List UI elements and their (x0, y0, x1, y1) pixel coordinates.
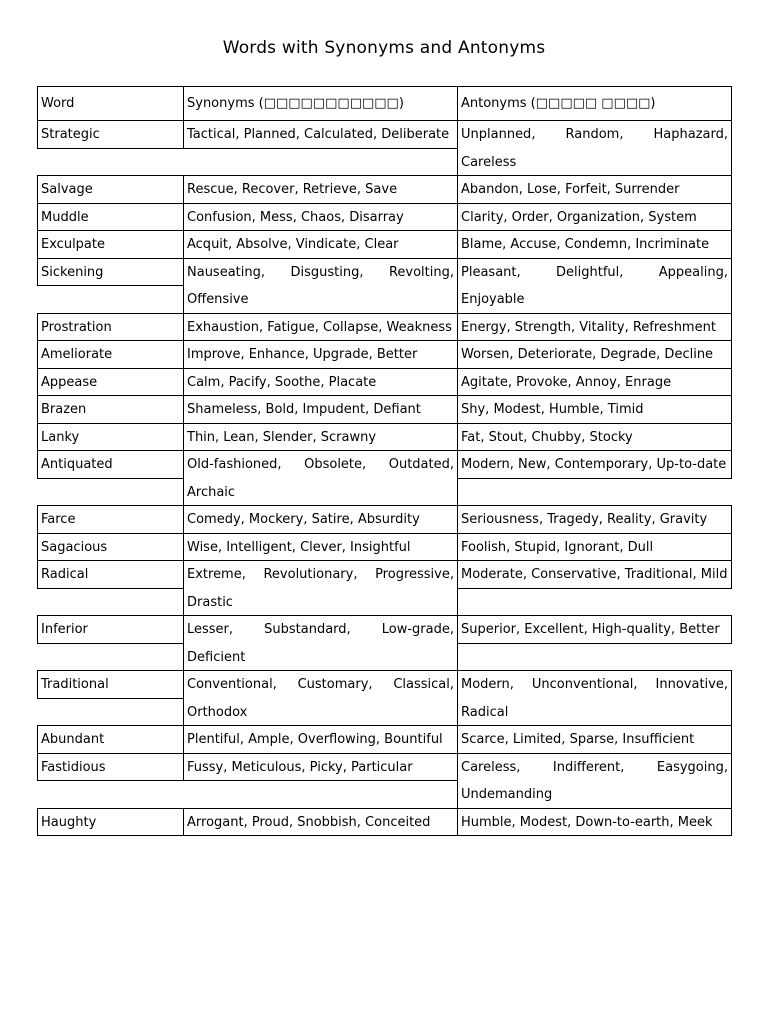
synonyms-cell-line-2: Deficient (187, 649, 246, 665)
synonyms-cell-line-2: Drastic (187, 594, 233, 610)
word-cell: Haughty (37, 808, 184, 837)
synonyms-cell-line-1: Lesser, Substandard, Low-grade, (187, 622, 454, 637)
synonyms-cell: Improve, Enhance, Upgrade, Better (183, 340, 458, 369)
synonyms-cell: Comedy, Mockery, Satire, Absurdity (183, 505, 458, 534)
antonyms-cell: Worsen, Deteriorate, Degrade, Decline (457, 340, 732, 369)
synonyms-cell: Acquit, Absolve, Vindicate, Clear (183, 230, 458, 259)
word-cell: Inferior (37, 615, 184, 644)
synonyms-cell (183, 670, 458, 726)
antonyms-cell: Seriousness, Tragedy, Reality, Gravity (457, 505, 732, 534)
synonyms-cell-line-2: Offensive (187, 292, 249, 307)
antonyms-cell: Superior, Excellent, High-quality, Better (457, 615, 732, 644)
header-antonyms-cell: Antonyms (□□□□□ □□□□) (457, 86, 732, 121)
antonyms-cell-line-2: Careless (461, 154, 517, 170)
antonyms-cell-line-2: Enjoyable (461, 292, 525, 307)
synonyms-cell: Shameless, Bold, Impudent, Defiant (183, 395, 458, 424)
word-cell: Lanky (37, 423, 184, 452)
synonyms-cell-line-2: Archaic (187, 484, 236, 500)
antonyms-cell-line-1: Pleasant, Delightful, Appealing, (461, 264, 728, 280)
synonyms-cell: Wise, Intelligent, Clever, Insightful (183, 533, 458, 562)
synonyms-cell: Arrogant, Proud, Snobbish, Conceited (183, 808, 458, 837)
synonyms-cell: Tactical, Planned, Calculated, Deliberate (183, 120, 458, 149)
word-cell: Exculpate (37, 230, 184, 259)
synonyms-cell-line-2: Orthodox (187, 704, 248, 720)
word-cell: Abundant (37, 725, 184, 754)
antonyms-cell-line-1: Modern, Unconventional, Innovative, (461, 677, 728, 692)
synonyms-cell (183, 258, 458, 314)
word-cell: Antiquated (37, 450, 184, 479)
antonyms-cell: Modern, New, Contemporary, Up-to-date (457, 450, 732, 479)
synonyms-cell: Calm, Pacify, Soothe, Placate (183, 368, 458, 397)
antonyms-cell: Abandon, Lose, Forfeit, Surrender (457, 175, 732, 204)
synonyms-cell (183, 615, 458, 671)
synonyms-cell-line-1: Extreme, Revolutionary, Progressive, (187, 567, 454, 582)
antonyms-cell (457, 258, 732, 314)
antonyms-cell: Humble, Modest, Down-to-earth, Meek (457, 808, 732, 837)
synonyms-cell-line-1: Nauseating, Disgusting, Revolting, (187, 264, 454, 280)
antonyms-cell: Scarce, Limited, Sparse, Insufficient (457, 725, 732, 754)
word-cell: Muddle (37, 203, 184, 232)
antonyms-cell: Moderate, Conservative, Traditional, Mild (457, 560, 732, 589)
antonyms-cell: Foolish, Stupid, Ignorant, Dull (457, 533, 732, 562)
antonyms-cell: Clarity, Order, Organization, System (457, 203, 732, 232)
header-synonyms-cell: Synonyms (□□□□□□□□□□□) (183, 86, 458, 121)
antonyms-cell-line-1: Careless, Indifferent, Easygoing, (461, 759, 728, 775)
synonyms-cell (183, 560, 458, 616)
header-word-cell: Word (37, 86, 184, 121)
synonyms-cell: Plentiful, Ample, Overflowing, Bountiful (183, 725, 458, 754)
word-cell: Farce (37, 505, 184, 534)
synonyms-cell: Exhaustion, Fatigue, Collapse, Weakness (183, 313, 458, 342)
word-cell: Sagacious (37, 533, 184, 562)
antonyms-cell (457, 753, 732, 809)
synonyms-cell: Fussy, Meticulous, Picky, Particular (183, 753, 458, 782)
antonyms-cell (457, 670, 732, 726)
antonyms-cell: Blame, Accuse, Condemn, Incriminate (457, 230, 732, 259)
word-cell: Brazen (37, 395, 184, 424)
word-cell: Traditional (37, 670, 184, 699)
antonyms-cell-line-2: Undemanding (461, 787, 553, 802)
synonyms-cell: Confusion, Mess, Chaos, Disarray (183, 203, 458, 232)
synonyms-cell: Thin, Lean, Slender, Scrawny (183, 423, 458, 452)
word-cell: Appease (37, 368, 184, 397)
antonyms-cell-line-1: Unplanned, Random, Haphazard, (461, 127, 728, 142)
word-cell: Radical (37, 560, 184, 589)
antonyms-cell-line-2: Radical (461, 704, 509, 720)
word-cell: Fastidious (37, 753, 184, 782)
synonyms-cell-line-1: Old-fashioned, Obsolete, Outdated, (187, 457, 454, 472)
word-cell: Sickening (37, 258, 184, 287)
page-title: Words with Synonyms and Antonyms (222, 38, 546, 58)
synonyms-cell-line-1: Conventional, Customary, Classical, (187, 677, 454, 692)
word-cell: Strategic (37, 120, 184, 149)
word-cell: Salvage (37, 175, 184, 204)
antonyms-cell: Fat, Stout, Chubby, Stocky (457, 423, 732, 452)
word-cell: Ameliorate (37, 340, 184, 369)
antonyms-cell: Shy, Modest, Humble, Timid (457, 395, 732, 424)
synonyms-cell: Rescue, Recover, Retrieve, Save (183, 175, 458, 204)
antonyms-cell: Agitate, Provoke, Annoy, Enrage (457, 368, 732, 397)
antonyms-cell (457, 120, 732, 176)
synonyms-cell (183, 450, 458, 506)
word-cell: Prostration (37, 313, 184, 342)
antonyms-cell: Energy, Strength, Vitality, Refreshment (457, 313, 732, 342)
